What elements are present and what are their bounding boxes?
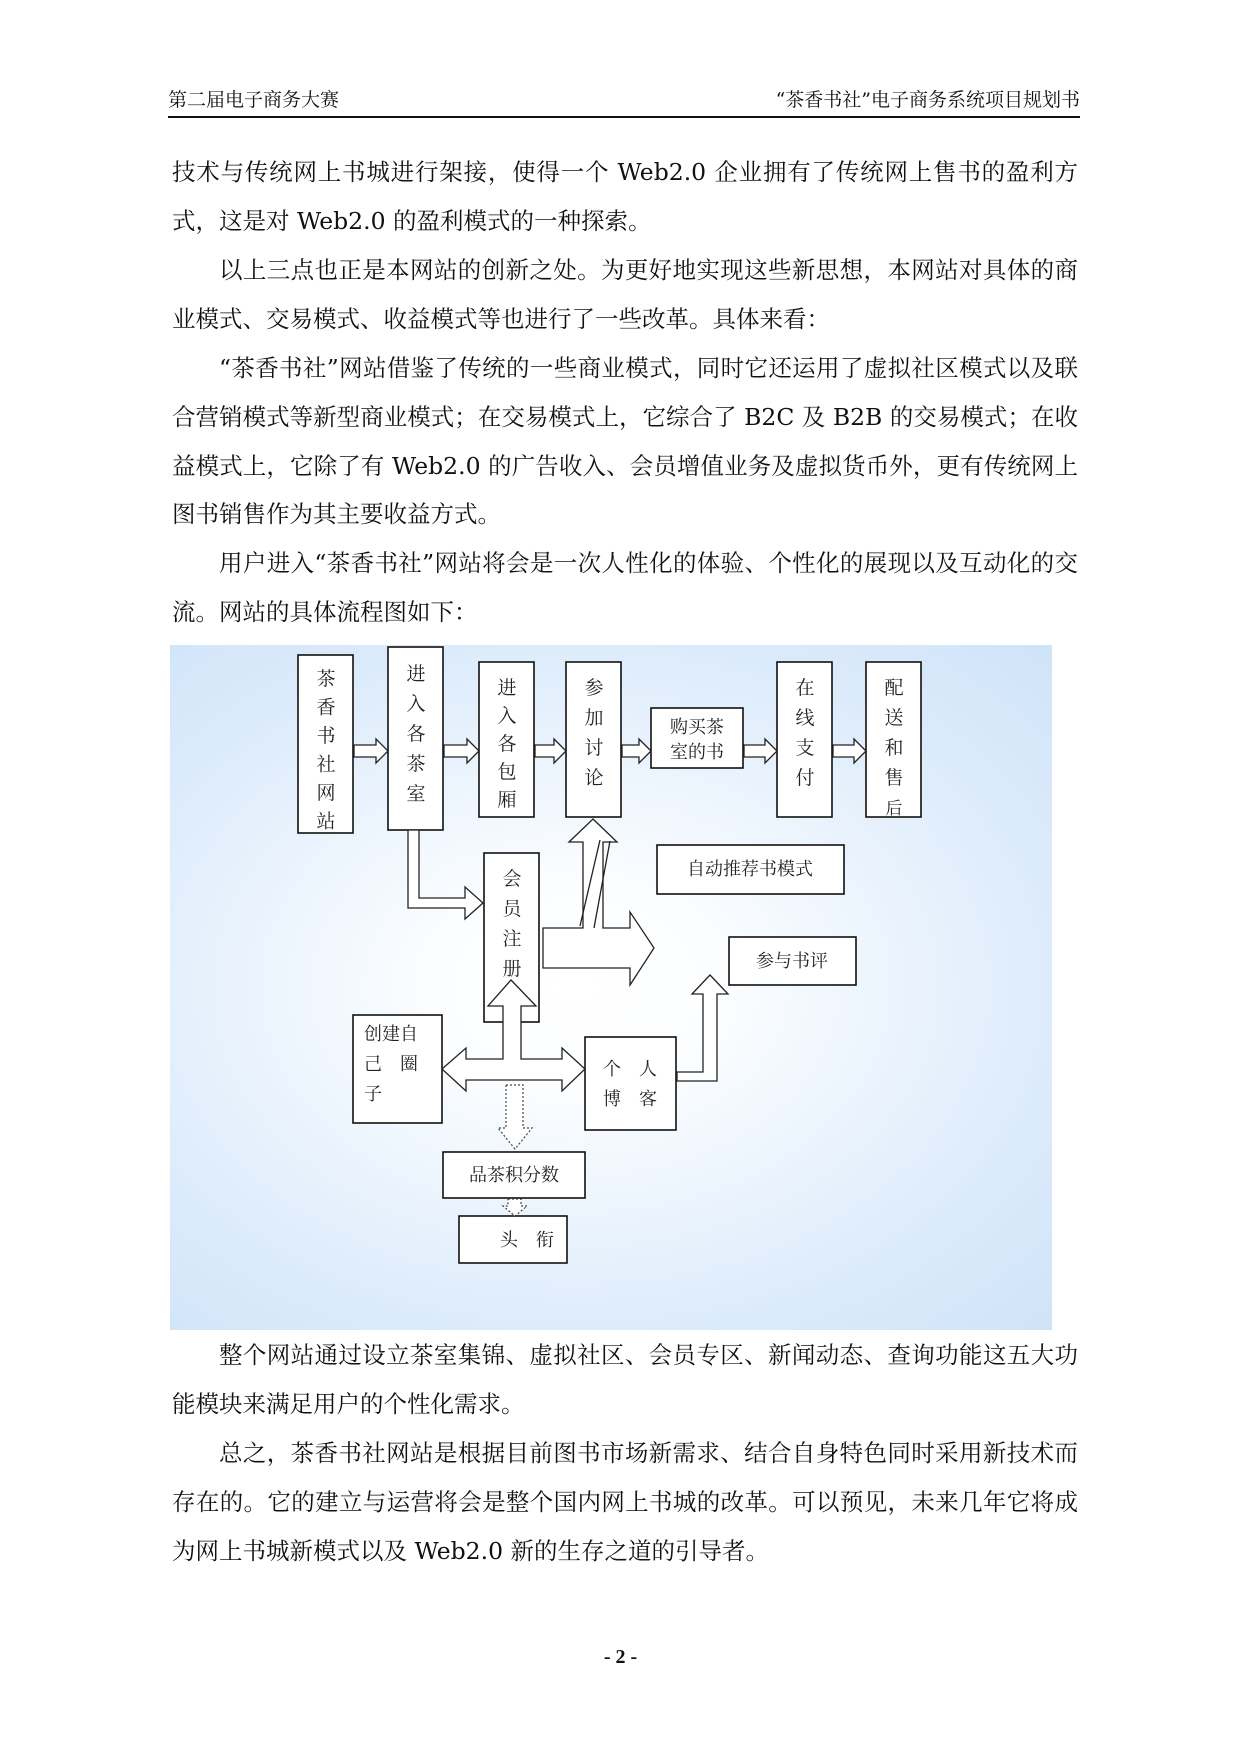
header-left-text: 第二届电子商务大赛: [168, 89, 340, 111]
delivery-char-3: 和: [884, 737, 904, 759]
arrow-pay-to-delivery: [833, 739, 866, 763]
site-char-4: 社: [316, 753, 336, 776]
paragraph-4: 用户进入“茶香书社”网站将会是一次人性化的体验、个性化的展现以及互动化的交流。网站的具体流程图如下：: [172, 549, 1078, 626]
pay-char-4: 付: [795, 767, 815, 789]
delivery-char-1: 配: [884, 677, 904, 699]
register-char-1: 会: [502, 868, 522, 890]
register-char-4: 册: [502, 958, 522, 980]
site-char-3: 书: [316, 725, 336, 747]
paragraph-3: “茶香书社”网站借鉴了传统的一些商业模式，同时它还运用了虚拟社区模式以及联合营销模式等新型商业模式；在交易模式上，它综合了 B2C 及 B2B 的交易模式；在收益模式上，它除了有 Web2.0 的广告收入、会员增值业务及虚拟货币外，更有传统网上图书销售作为其主要收益方式。: [172, 354, 1078, 529]
page-header: [168, 86, 1080, 118]
flowchart-svg: [170, 645, 1052, 1330]
discuss-char-2: 加: [584, 707, 604, 729]
discuss-char-1: 参: [584, 677, 604, 699]
pay-char-3: 支: [795, 737, 815, 759]
circle-label-3: 子: [364, 1084, 382, 1105]
rooms-char-5: 室: [406, 783, 426, 805]
site-char-1: 茶: [316, 668, 336, 690]
arrow-to-points: [498, 1085, 532, 1149]
blog-box: [585, 1037, 676, 1130]
buy-books-label-1: 购买茶: [670, 717, 724, 738]
blog-label-2: 博 客: [603, 1089, 657, 1110]
paragraph-2: 以上三点也正是本网站的创新之处。为更好地实现这些新思想，本网站对具体的商业模式、交易模式、收益模式等也进行了一些改革。具体来看：: [172, 256, 1078, 333]
arrow-rooms-to-register: [408, 830, 483, 919]
discuss-char-3: 讨: [584, 737, 604, 759]
paragraph-1: 技术与传统网上书城进行架接，使得一个 Web2.0 企业拥有了传统网上售书的盈利方式，这是对 Web2.0 的盈利模式的一种探索。: [172, 158, 1078, 235]
paragraph-5: 整个网站通过设立茶室集锦、虚拟社区、会员专区、新闻动态、查询功能这五大功能模块来满足用户的个性化需求。: [172, 1341, 1078, 1418]
circle-label-1: 创建自: [364, 1024, 418, 1045]
arrow-discuss-to-buy: [622, 739, 651, 763]
delivery-char-4: 售: [884, 767, 904, 789]
register-char-2: 员: [502, 898, 522, 920]
page-number: - 2 -: [603, 1646, 638, 1668]
arrow-blog-to-review: [677, 975, 728, 1081]
booths-char-1: 进: [497, 677, 517, 699]
site-char-2: 香: [316, 696, 336, 719]
review-label: 参与书评: [756, 951, 828, 972]
auto-recommend-label: 自动推荐书模式: [687, 859, 813, 880]
arrow-circle-register-blog: [442, 980, 585, 1091]
buy-books-label-2: 室的书: [670, 742, 724, 763]
booths-char-3: 各: [497, 733, 517, 755]
booths-char-4: 包: [497, 761, 517, 783]
site-char-6: 站: [316, 810, 336, 833]
paragraph-6: 总之，茶香书社网站是根据目前图书市场新需求、结合自身特色同时采用新技术而存在的。它的建立与运营将会是整个国内网上书城的改革。可以预见，未来几年它将成为网上书城新模式以及 Web2.0 新的生存之道的引导者。: [172, 1439, 1078, 1565]
rooms-char-4: 茶: [406, 753, 426, 775]
booths-char-2: 入: [497, 705, 517, 727]
header-right-text: “茶香书社”电子商务系统项目规划书: [775, 89, 1080, 111]
arrow-points-to-title: [503, 1199, 527, 1216]
pay-char-2: 线: [795, 707, 815, 729]
rooms-char-1: 进: [406, 663, 426, 685]
delivery-char-5: 后: [885, 799, 903, 819]
arrow-booths-to-discuss: [535, 739, 566, 763]
rooms-char-2: 入: [406, 693, 426, 715]
circle-label-2: 己 圈: [364, 1054, 418, 1075]
blog-label-1: 个 人: [603, 1059, 657, 1080]
pay-char-1: 在: [795, 677, 815, 699]
title-label: 头 衔: [500, 1230, 554, 1251]
flowchart-figure: [170, 645, 1052, 1330]
arrow-site-to-rooms: [354, 739, 388, 763]
points-label: 品茶积分数: [469, 1165, 559, 1186]
site-char-5: 网: [316, 782, 336, 804]
register-char-3: 注: [502, 928, 522, 950]
delivery-char-2: 送: [884, 707, 904, 729]
arrow-buy-to-pay: [744, 739, 777, 763]
rooms-char-3: 各: [406, 723, 426, 745]
arrow-rooms-to-booths: [444, 739, 479, 763]
discuss-char-4: 论: [584, 767, 604, 789]
booths-char-5: 厢: [497, 789, 517, 811]
